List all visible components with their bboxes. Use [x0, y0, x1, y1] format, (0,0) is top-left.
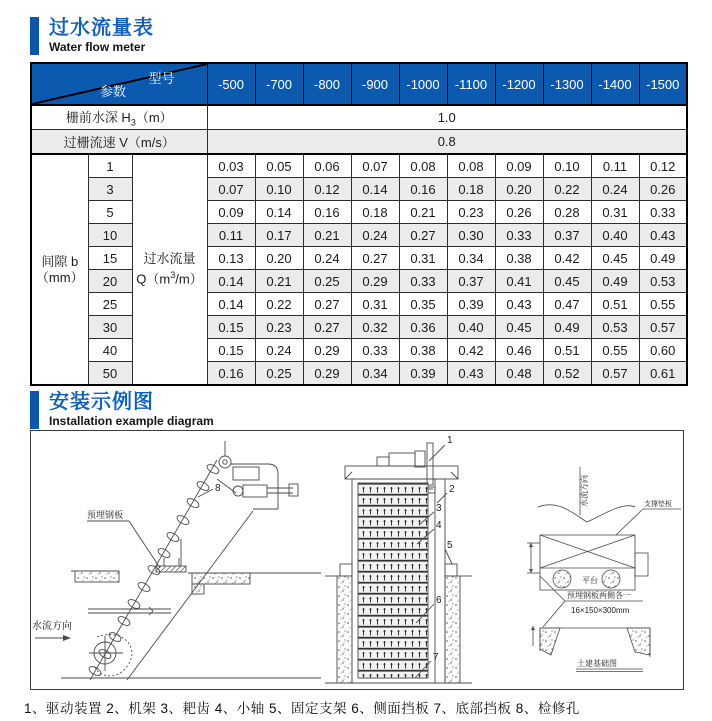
model-header-cell: -900 [351, 63, 399, 105]
gap-value-cell: 15 [88, 247, 132, 270]
flow-table-row [31, 178, 687, 201]
flow-value-cell: 0.22 [255, 293, 303, 316]
flow-value-cell: 0.49 [591, 270, 639, 293]
side-view-drawing [32, 441, 321, 680]
flow-value-cell: 0.25 [303, 270, 351, 293]
accent-bar [30, 17, 39, 55]
flow-value-cell: 0.23 [255, 316, 303, 339]
flow-value-cell: 0.26 [639, 178, 687, 201]
velocity-row [31, 130, 687, 155]
flow-value-cell: 0.14 [351, 178, 399, 201]
flow-value-cell: 0.60 [639, 339, 687, 362]
flow-value-cell: 0.10 [255, 178, 303, 201]
page-subtitle: Water flow meter [49, 40, 146, 54]
flow-table-row [31, 270, 687, 293]
section2-subtitle: Installation example diagram [49, 414, 214, 428]
flow-value-cell: 0.33 [399, 270, 447, 293]
flow-value-cell: 0.16 [303, 201, 351, 224]
flow-value-cell: 0.24 [351, 224, 399, 247]
corner-cell [31, 63, 207, 105]
platform-label: 平台 [582, 576, 598, 585]
q-label-cell: 过水流量 $Q(m^3/m)$ [132, 154, 207, 385]
corner-param-label: 参数 [100, 84, 127, 99]
flow-table-row [31, 316, 687, 339]
flow-value-cell: 0.43 [639, 224, 687, 247]
model-header-cell: -500 [207, 63, 255, 105]
flow-value-cell: 0.31 [351, 293, 399, 316]
flow-value-cell: 0.16 [399, 178, 447, 201]
flow-value-cell: 0.24 [591, 178, 639, 201]
model-header-cell: -800 [303, 63, 351, 105]
flow-value-cell: 0.07 [207, 178, 255, 201]
plate-note-line2: 16×150×300mm [571, 606, 630, 615]
flow-value-cell: 0.09 [207, 201, 255, 224]
flow-value-cell: 0.29 [303, 339, 351, 362]
flow-value-cell: 0.38 [495, 247, 543, 270]
installation-diagram [31, 431, 683, 687]
flow-value-cell: 0.40 [591, 224, 639, 247]
flow-direction-arrow [63, 635, 71, 641]
flow-value-cell: 0.05 [255, 154, 303, 178]
flow-value-cell: 0.42 [447, 339, 495, 362]
gap-value-cell: 10 [88, 224, 132, 247]
flow-value-cell: 0.03 [207, 154, 255, 178]
flow-value-cell: 0.45 [591, 247, 639, 270]
flow-value-cell: 0.49 [639, 247, 687, 270]
model-header-cell: -1500 [639, 63, 687, 105]
flow-value-cell: 0.28 [543, 201, 591, 224]
page-title: 过水流量表 [49, 17, 154, 39]
gap-value-cell: 50 [88, 362, 132, 386]
flow-value-cell: 0.09 [495, 154, 543, 178]
flow-value-cell: 0.12 [303, 178, 351, 201]
section2-header [30, 391, 214, 429]
callout-2: 2 [449, 484, 455, 495]
support-pad-label: 支撑垫板 [644, 501, 672, 508]
flow-table-row [31, 293, 687, 316]
flow-value-cell: 0.18 [447, 178, 495, 201]
callout-7: 7 [433, 652, 439, 663]
callout-5: 5 [447, 540, 453, 551]
flow-direction-label: 水流方向 [32, 621, 72, 632]
flow-value-cell: 0.37 [447, 270, 495, 293]
flow-table-row [31, 247, 687, 270]
model-header-cell: -1300 [543, 63, 591, 105]
flow-table-row [31, 339, 687, 362]
flow-value-cell: 0.52 [543, 362, 591, 386]
flow-value-cell: 0.08 [399, 154, 447, 178]
flow-value-cell: 0.11 [591, 154, 639, 178]
flow-value-cell: 0.29 [351, 270, 399, 293]
flow-value-cell: 0.06 [303, 154, 351, 178]
flow-value-cell: 0.51 [543, 339, 591, 362]
callout-3: 3 [436, 503, 442, 514]
flow-value-cell: 0.12 [639, 154, 687, 178]
flow-value-cell: 0.51 [591, 293, 639, 316]
flow-value-cell: 0.13 [207, 247, 255, 270]
plan-view-drawing [527, 467, 681, 672]
front-view-drawing [325, 435, 472, 683]
depth-value-cell: 1.0 [207, 105, 687, 130]
flow-value-cell: 0.45 [495, 316, 543, 339]
section2-title: 安装示例图 [49, 391, 154, 413]
model-header-cell: -1200 [495, 63, 543, 105]
depth-label: 栅前水深 H [65, 110, 131, 126]
flow-value-cell: 0.55 [639, 293, 687, 316]
model-header-row [31, 63, 687, 105]
section1-titles [49, 17, 154, 55]
flow-value-cell: 0.41 [495, 270, 543, 293]
flow-value-cell: 0.34 [351, 362, 399, 386]
flow-value-cell: 0.27 [303, 316, 351, 339]
flow-value-cell: 0.39 [447, 293, 495, 316]
gap-value-cell: 20 [88, 270, 132, 293]
flow-value-cell: 0.21 [303, 224, 351, 247]
flow-value-cell: 0.18 [351, 201, 399, 224]
flow-value-cell: 0.48 [495, 362, 543, 386]
foundation-caption: 土建基础图 [577, 659, 617, 668]
velocity-value-cell: 0.8 [207, 130, 687, 155]
gap-value-cell: 1 [88, 154, 132, 178]
flow-value-cell: 0.16 [207, 362, 255, 386]
flow-value-cell: 0.45 [543, 270, 591, 293]
flow-value-cell: 0.43 [495, 293, 543, 316]
flow-table-row [31, 224, 687, 247]
flow-value-cell: 0.30 [447, 224, 495, 247]
flow-value-cell: 0.39 [399, 362, 447, 386]
flow-value-cell: 0.37 [543, 224, 591, 247]
flow-value-cell: 0.57 [591, 362, 639, 386]
callout-4: 4 [436, 520, 442, 531]
flow-table-row [31, 154, 687, 178]
flow-value-cell: 0.33 [351, 339, 399, 362]
flow-value-cell: 0.38 [399, 339, 447, 362]
depth-row [31, 105, 687, 130]
plan-flow-direction-label: 水流方向 [580, 475, 589, 507]
plate-note-line1: 预埋钢板两侧各一 [567, 591, 631, 600]
flow-value-cell: 0.53 [591, 316, 639, 339]
gap-value-cell: 5 [88, 201, 132, 224]
corner-model-label: 型号 [148, 71, 175, 86]
flow-value-cell: 0.31 [399, 247, 447, 270]
flow-value-cell: 0.53 [639, 270, 687, 293]
depth-label-sub: 3 [130, 117, 136, 128]
flow-value-cell: 0.32 [351, 316, 399, 339]
water-flow-table [30, 62, 688, 386]
gap-value-cell: 30 [88, 316, 132, 339]
depth-label-unit: （m） [135, 110, 173, 126]
flow-value-cell: 0.24 [255, 339, 303, 362]
flow-value-cell: 0.08 [447, 154, 495, 178]
flow-value-cell: 0.15 [207, 316, 255, 339]
flow-value-cell: 0.26 [495, 201, 543, 224]
gap-value-cell: 25 [88, 293, 132, 316]
flow-value-cell: 0.27 [399, 224, 447, 247]
flow-value-cell: 0.40 [447, 316, 495, 339]
flow-value-cell: 0.21 [399, 201, 447, 224]
flow-value-cell: 0.34 [447, 247, 495, 270]
flow-value-cell: 0.55 [591, 339, 639, 362]
callout-1: 1 [447, 435, 453, 446]
flow-value-cell: 0.17 [255, 224, 303, 247]
section1-header [30, 17, 154, 55]
gap-value-cell: 40 [88, 339, 132, 362]
flow-table-row [31, 201, 687, 224]
model-header-cell: -700 [255, 63, 303, 105]
flow-value-cell: 0.14 [207, 270, 255, 293]
flow-value-cell: 0.33 [495, 224, 543, 247]
depth-label-cell [31, 105, 207, 130]
model-header-cell: -1400 [591, 63, 639, 105]
flow-value-cell: 0.43 [447, 362, 495, 386]
flow-value-cell: 0.27 [303, 293, 351, 316]
section2-titles [49, 391, 214, 429]
flow-value-cell: 0.49 [543, 316, 591, 339]
flow-value-cell: 0.33 [639, 201, 687, 224]
flow-value-cell: 0.07 [351, 154, 399, 178]
flow-value-cell: 0.29 [303, 362, 351, 386]
callout-8: 8 [215, 483, 221, 494]
flow-value-cell: 0.22 [543, 178, 591, 201]
gap-value-cell: 3 [88, 178, 132, 201]
flow-value-cell: 0.25 [255, 362, 303, 386]
flow-value-cell: 0.36 [399, 316, 447, 339]
flow-value-cell: 0.46 [495, 339, 543, 362]
flow-value-cell: 0.24 [303, 247, 351, 270]
flow-value-cell: 0.57 [639, 316, 687, 339]
model-header-cell: -1100 [447, 63, 495, 105]
flow-value-cell: 0.35 [399, 293, 447, 316]
flow-table-row [31, 362, 687, 386]
flow-value-cell: 0.61 [639, 362, 687, 386]
callout-6: 6 [436, 595, 442, 606]
gap-label-cell: 间隙 b （mm） [31, 154, 88, 385]
installation-diagram-panel [30, 430, 684, 690]
flow-value-cell: 0.27 [351, 247, 399, 270]
flow-value-cell: 0.14 [255, 201, 303, 224]
flow-value-cell: 0.20 [495, 178, 543, 201]
flow-value-cell: 0.14 [207, 293, 255, 316]
model-header-cell: -1000 [399, 63, 447, 105]
accent-bar-2 [30, 391, 39, 429]
embedded-plate-label: 预埋钢板 [87, 510, 124, 520]
flow-value-cell: 0.10 [543, 154, 591, 178]
flow-value-cell: 0.47 [543, 293, 591, 316]
flow-value-cell: 0.31 [591, 201, 639, 224]
parts-legend: 1、驱动装置 2、机架 3、耙齿 4、小轴 5、固定支架 6、侧面挡板 7、底部挡板 8、检修孔 [24, 701, 580, 716]
flow-value-cell: 0.21 [255, 270, 303, 293]
flow-value-cell: 0.42 [543, 247, 591, 270]
flow-value-cell: 0.15 [207, 339, 255, 362]
flow-value-cell: 0.23 [447, 201, 495, 224]
flow-value-cell: 0.20 [255, 247, 303, 270]
flow-value-cell: 0.11 [207, 224, 255, 247]
velocity-label-cell: 过栅流速 V（m/s） [31, 130, 207, 155]
